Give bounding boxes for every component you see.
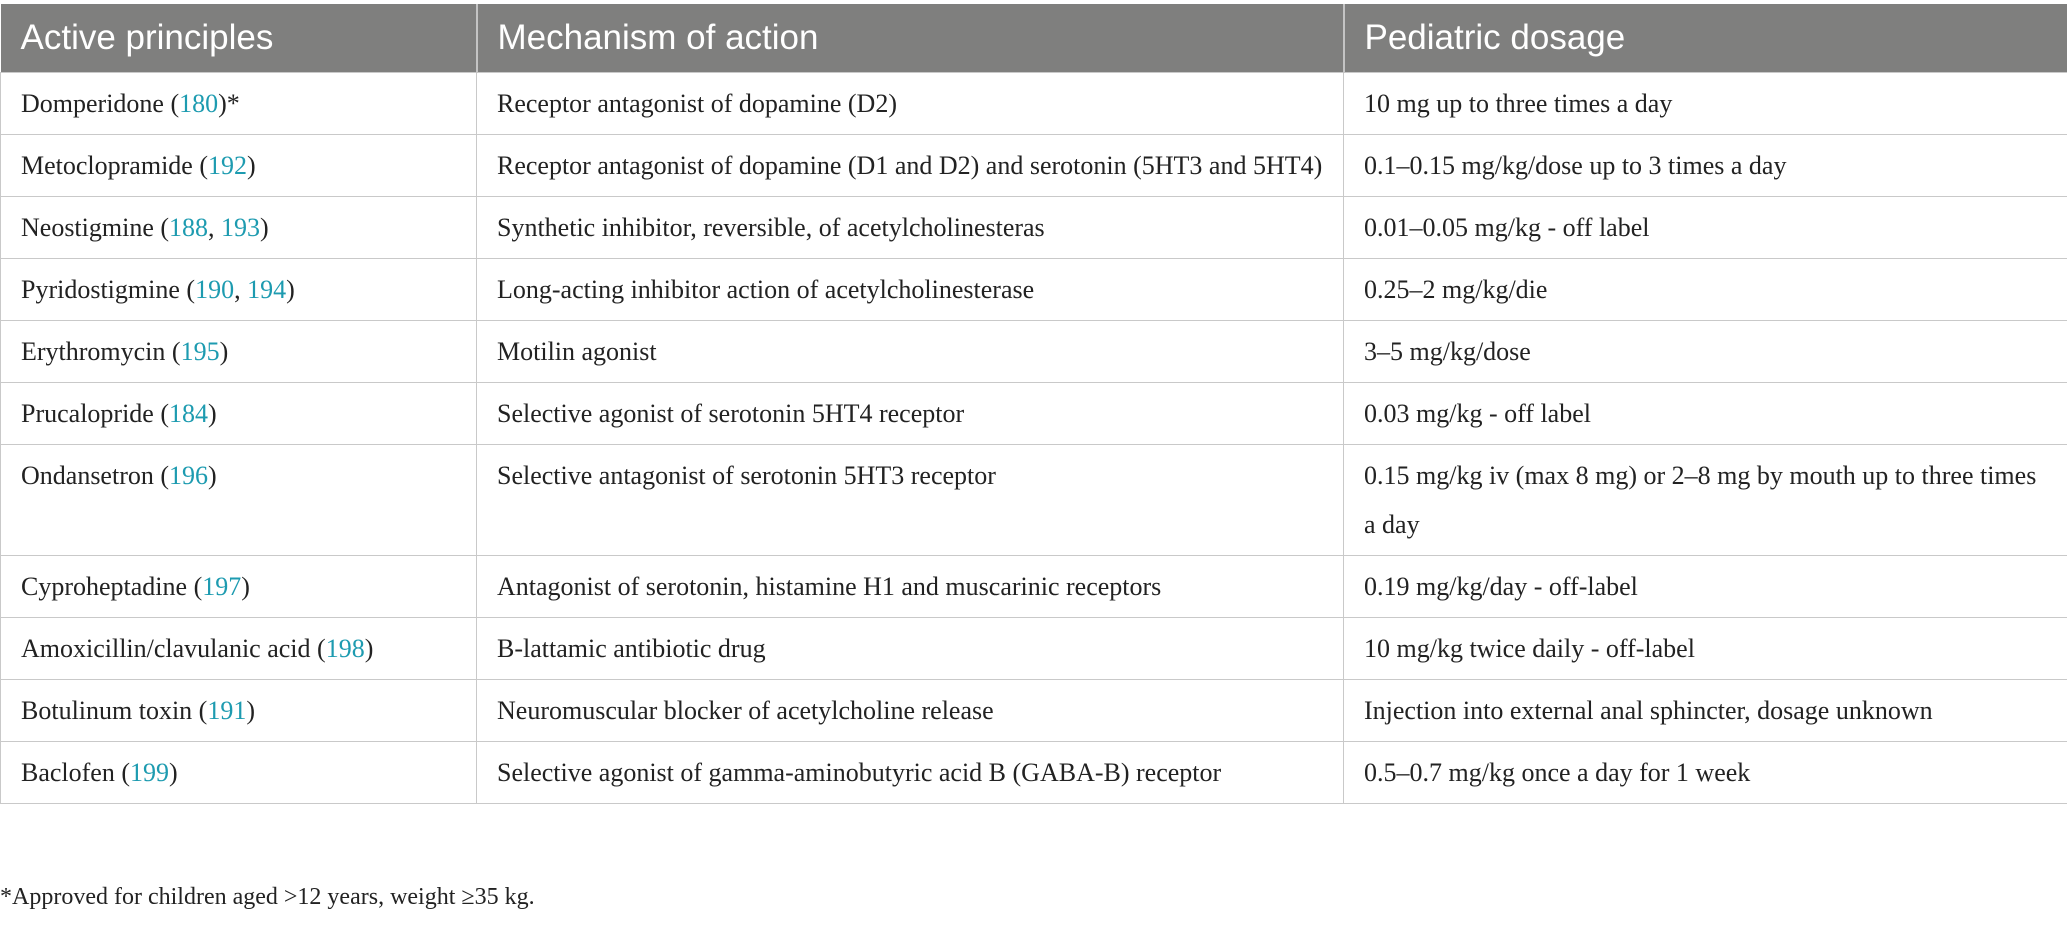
drug-table	[0, 4, 2067, 804]
table-row	[1, 445, 2067, 556]
drug-name: Neostigmine (	[21, 213, 170, 242]
drug-name: Botulinum toxin (	[21, 696, 208, 725]
cell-active-principle	[1, 445, 477, 556]
reference-link[interactable]: 197	[202, 572, 242, 601]
drug-name-suffix: )	[241, 572, 250, 601]
cell-dosage: 10 mg/kg twice daily - off-label	[1344, 618, 2067, 680]
cell-dosage: Injection into external anal sphincter, dosage unknown	[1344, 680, 2067, 742]
cell-active-principle	[1, 321, 477, 383]
drug-name-suffix: )	[247, 151, 256, 180]
table-row	[1, 73, 2067, 135]
table-footnote: *Approved for children aged >12 years, weight ≥35 kg.	[0, 884, 535, 910]
cell-mechanism: Selective agonist of gamma-aminobutyric acid B (GABA-B) receptor	[477, 742, 1344, 804]
drug-name-suffix: )	[364, 634, 374, 663]
cell-active-principle	[1, 618, 477, 680]
table-body	[1, 73, 2067, 804]
table-header	[1, 4, 2067, 73]
cell-dosage: 0.19 mg/kg/day - off-label	[1344, 556, 2067, 618]
cell-active-principle	[1, 556, 477, 618]
drug-name: Metoclopramide (	[21, 151, 208, 180]
drug-name: Baclofen (	[21, 758, 131, 787]
reference-link[interactable]: 193	[221, 213, 261, 242]
drug-name: Ondansetron (	[21, 461, 170, 490]
drug-name: Prucalopride (	[21, 399, 170, 428]
reference-link[interactable]: 184	[169, 399, 209, 428]
reference-link[interactable]: 188	[169, 213, 209, 242]
cell-mechanism: Long-acting inhibitor action of acetylcholinesterase	[477, 259, 1344, 321]
drug-name: Pyridostigmine (	[21, 275, 196, 304]
reference-link[interactable]: 192	[208, 151, 247, 180]
cell-mechanism: B-lattamic antibiotic drug	[477, 618, 1344, 680]
cell-mechanism: Receptor antagonist of dopamine (D1 and D2) and serotonin (5HT3 and 5HT4)	[477, 135, 1344, 197]
reference-link[interactable]: 191	[207, 696, 247, 725]
cell-dosage: 10 mg up to three times a day	[1344, 73, 2067, 135]
cell-active-principle: Neostigmine (188, 193)	[1, 197, 477, 259]
header-pediatric-dosage: Pediatric dosage	[1344, 4, 2067, 73]
drug-name: Domperidone (	[21, 89, 180, 118]
table-row	[1, 742, 2067, 804]
reference-link[interactable]: 198	[325, 634, 365, 663]
cell-dosage: 0.25–2 mg/kg/die	[1344, 259, 2067, 321]
cell-dosage: 0.15 mg/kg iv (max 8 mg) or 2–8 mg by mouth up to three times a day	[1344, 445, 2067, 556]
cell-dosage: 0.01–0.05 mg/kg - off label	[1344, 197, 2067, 259]
cell-dosage: 0.03 mg/kg - off label	[1344, 383, 2067, 445]
cell-mechanism: Synthetic inhibitor, reversible, of acetylcholinesteras	[477, 197, 1344, 259]
drug-name-suffix: )	[219, 337, 229, 366]
table-row	[1, 618, 2067, 680]
cell-active-principle	[1, 742, 477, 804]
reference-link[interactable]: 180	[179, 89, 219, 118]
drug-name: Amoxicillin/clavulanic acid (	[21, 634, 326, 663]
table-row	[1, 135, 2067, 197]
cell-active-principle: Pyridostigmine (190, 194)	[1, 259, 477, 321]
cell-mechanism: Antagonist of serotonin, histamine H1 and muscarinic receptors	[477, 556, 1344, 618]
cell-dosage: 3–5 mg/kg/dose	[1344, 321, 2067, 383]
drug-name: Cyproheptadine (	[21, 572, 203, 601]
header-mechanism-of-action: Mechanism of action	[477, 4, 1344, 73]
drug-name-suffix: )	[246, 696, 256, 725]
drug-name-suffix: )	[169, 758, 178, 787]
table-row	[1, 259, 2067, 321]
table-row	[1, 321, 2067, 383]
reference-link[interactable]: 190	[195, 275, 235, 304]
cell-mechanism: Motilin agonist	[477, 321, 1344, 383]
cell-dosage: 0.5–0.7 mg/kg once a day for 1 week	[1344, 742, 2067, 804]
drug-name-suffix: )	[286, 275, 295, 304]
cell-mechanism: Receptor antagonist of dopamine (D2)	[477, 73, 1344, 135]
cell-mechanism: Selective antagonist of serotonin 5HT3 receptor	[477, 445, 1344, 556]
drug-name-suffix: )	[260, 213, 269, 242]
header-active-principles: Active principles	[1, 4, 477, 73]
drug-name-suffix: )*	[218, 89, 240, 118]
cell-active-principle	[1, 680, 477, 742]
table-container	[0, 4, 2067, 804]
drug-name-suffix: )	[208, 399, 217, 428]
reference-link[interactable]: 194	[247, 275, 287, 304]
table-row	[1, 197, 2067, 259]
header-row	[1, 4, 2067, 73]
drug-name-suffix: )	[208, 461, 217, 490]
cell-active-principle	[1, 73, 477, 135]
drug-name: Erythromycin (	[21, 337, 181, 366]
cell-dosage: 0.1–0.15 mg/kg/dose up to 3 times a day	[1344, 135, 2067, 197]
cell-mechanism: Neuromuscular blocker of acetylcholine release	[477, 680, 1344, 742]
reference-link[interactable]: 195	[180, 337, 220, 366]
cell-active-principle	[1, 383, 477, 445]
table-row	[1, 556, 2067, 618]
table-row	[1, 383, 2067, 445]
reference-link[interactable]: 196	[169, 461, 209, 490]
cell-active-principle	[1, 135, 477, 197]
cell-mechanism: Selective agonist of serotonin 5HT4 receptor	[477, 383, 1344, 445]
table-row	[1, 680, 2067, 742]
reference-link[interactable]: 199	[130, 758, 170, 787]
